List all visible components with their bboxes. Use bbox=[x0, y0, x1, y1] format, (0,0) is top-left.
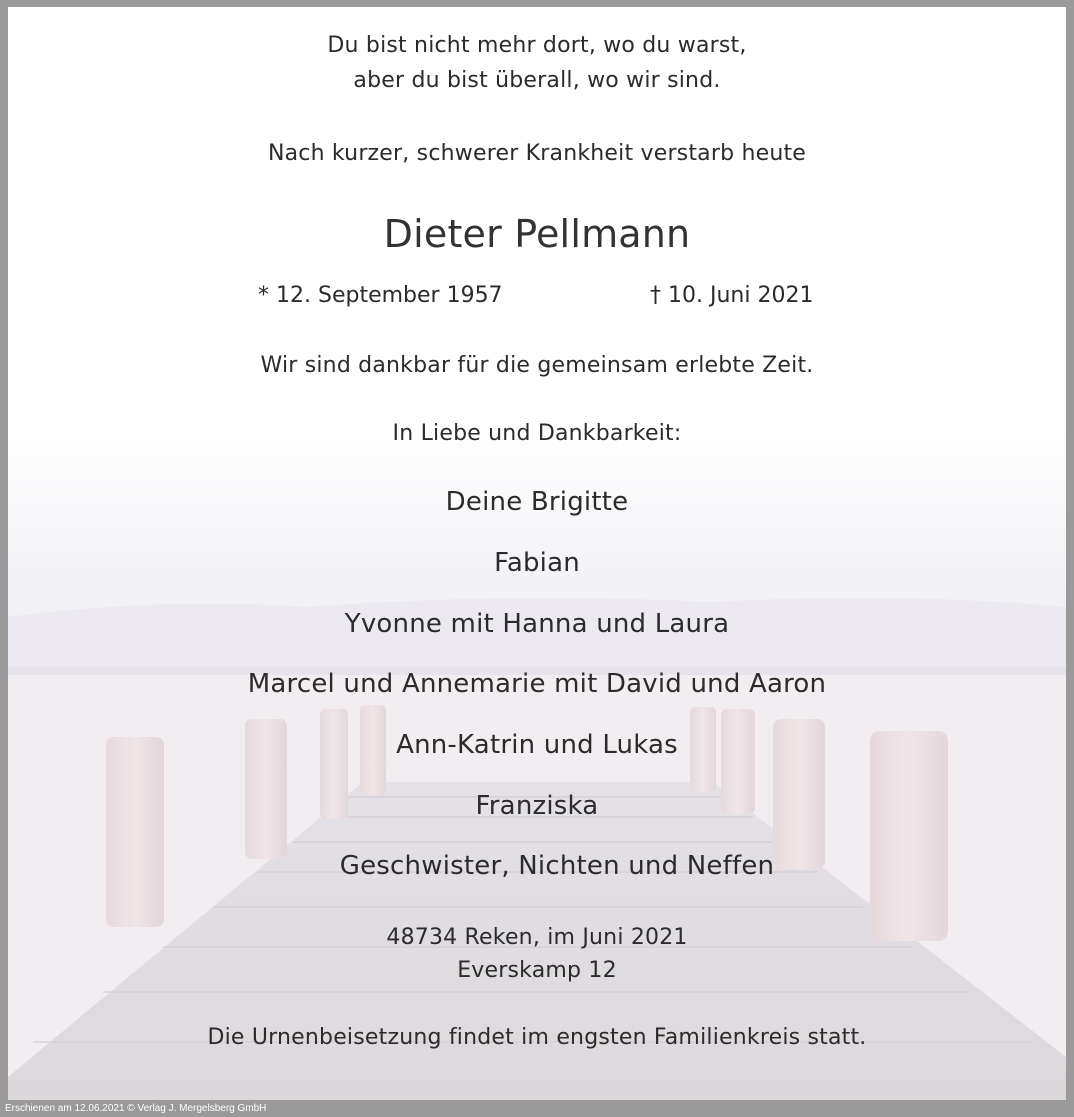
address-line-2: Everskamp 12 bbox=[457, 958, 617, 983]
mourner-name: Franziska bbox=[475, 791, 599, 821]
mourner-name: Deine Brigitte bbox=[445, 487, 629, 517]
mourner-name: Yvonne mit Hanna und Laura bbox=[344, 609, 730, 639]
obituary-notice bbox=[8, 7, 1066, 1100]
publication-credit: Erschienen am 12.06.2021 © Verlag J. Mergelsberg GmbH bbox=[5, 1103, 267, 1114]
deceased-name: Dieter Pellmann bbox=[383, 212, 691, 256]
quote-line-2: aber du bist überall, wo wir sind. bbox=[353, 68, 721, 93]
burial-text: Die Urnenbeisetzung findet im engsten Familienkreis statt. bbox=[207, 1025, 867, 1050]
birth-date: * 12. September 1957 bbox=[258, 283, 503, 308]
gratitude-text: Wir sind dankbar für die gemeinsam erlebte Zeit. bbox=[260, 353, 814, 378]
intro-text: Nach kurzer, schwerer Krankheit verstarb heute bbox=[267, 141, 807, 166]
death-date: † 10. Juni 2021 bbox=[650, 283, 814, 308]
quote-line-1: Du bist nicht mehr dort, wo du warst, bbox=[327, 33, 747, 58]
mourner-name: Geschwister, Nichten und Neffen bbox=[339, 851, 775, 881]
mourner-name: Marcel und Annemarie mit David und Aaron bbox=[247, 669, 827, 699]
mourner-name: Fabian bbox=[494, 548, 580, 578]
closing-text: In Liebe und Dankbarkeit: bbox=[392, 421, 682, 446]
address-line-1: 48734 Reken, im Juni 2021 bbox=[386, 925, 688, 950]
publication-footer bbox=[0, 1100, 1074, 1117]
mourner-name: Ann-Katrin und Lukas bbox=[396, 730, 678, 760]
notice-text bbox=[8, 7, 1066, 1100]
